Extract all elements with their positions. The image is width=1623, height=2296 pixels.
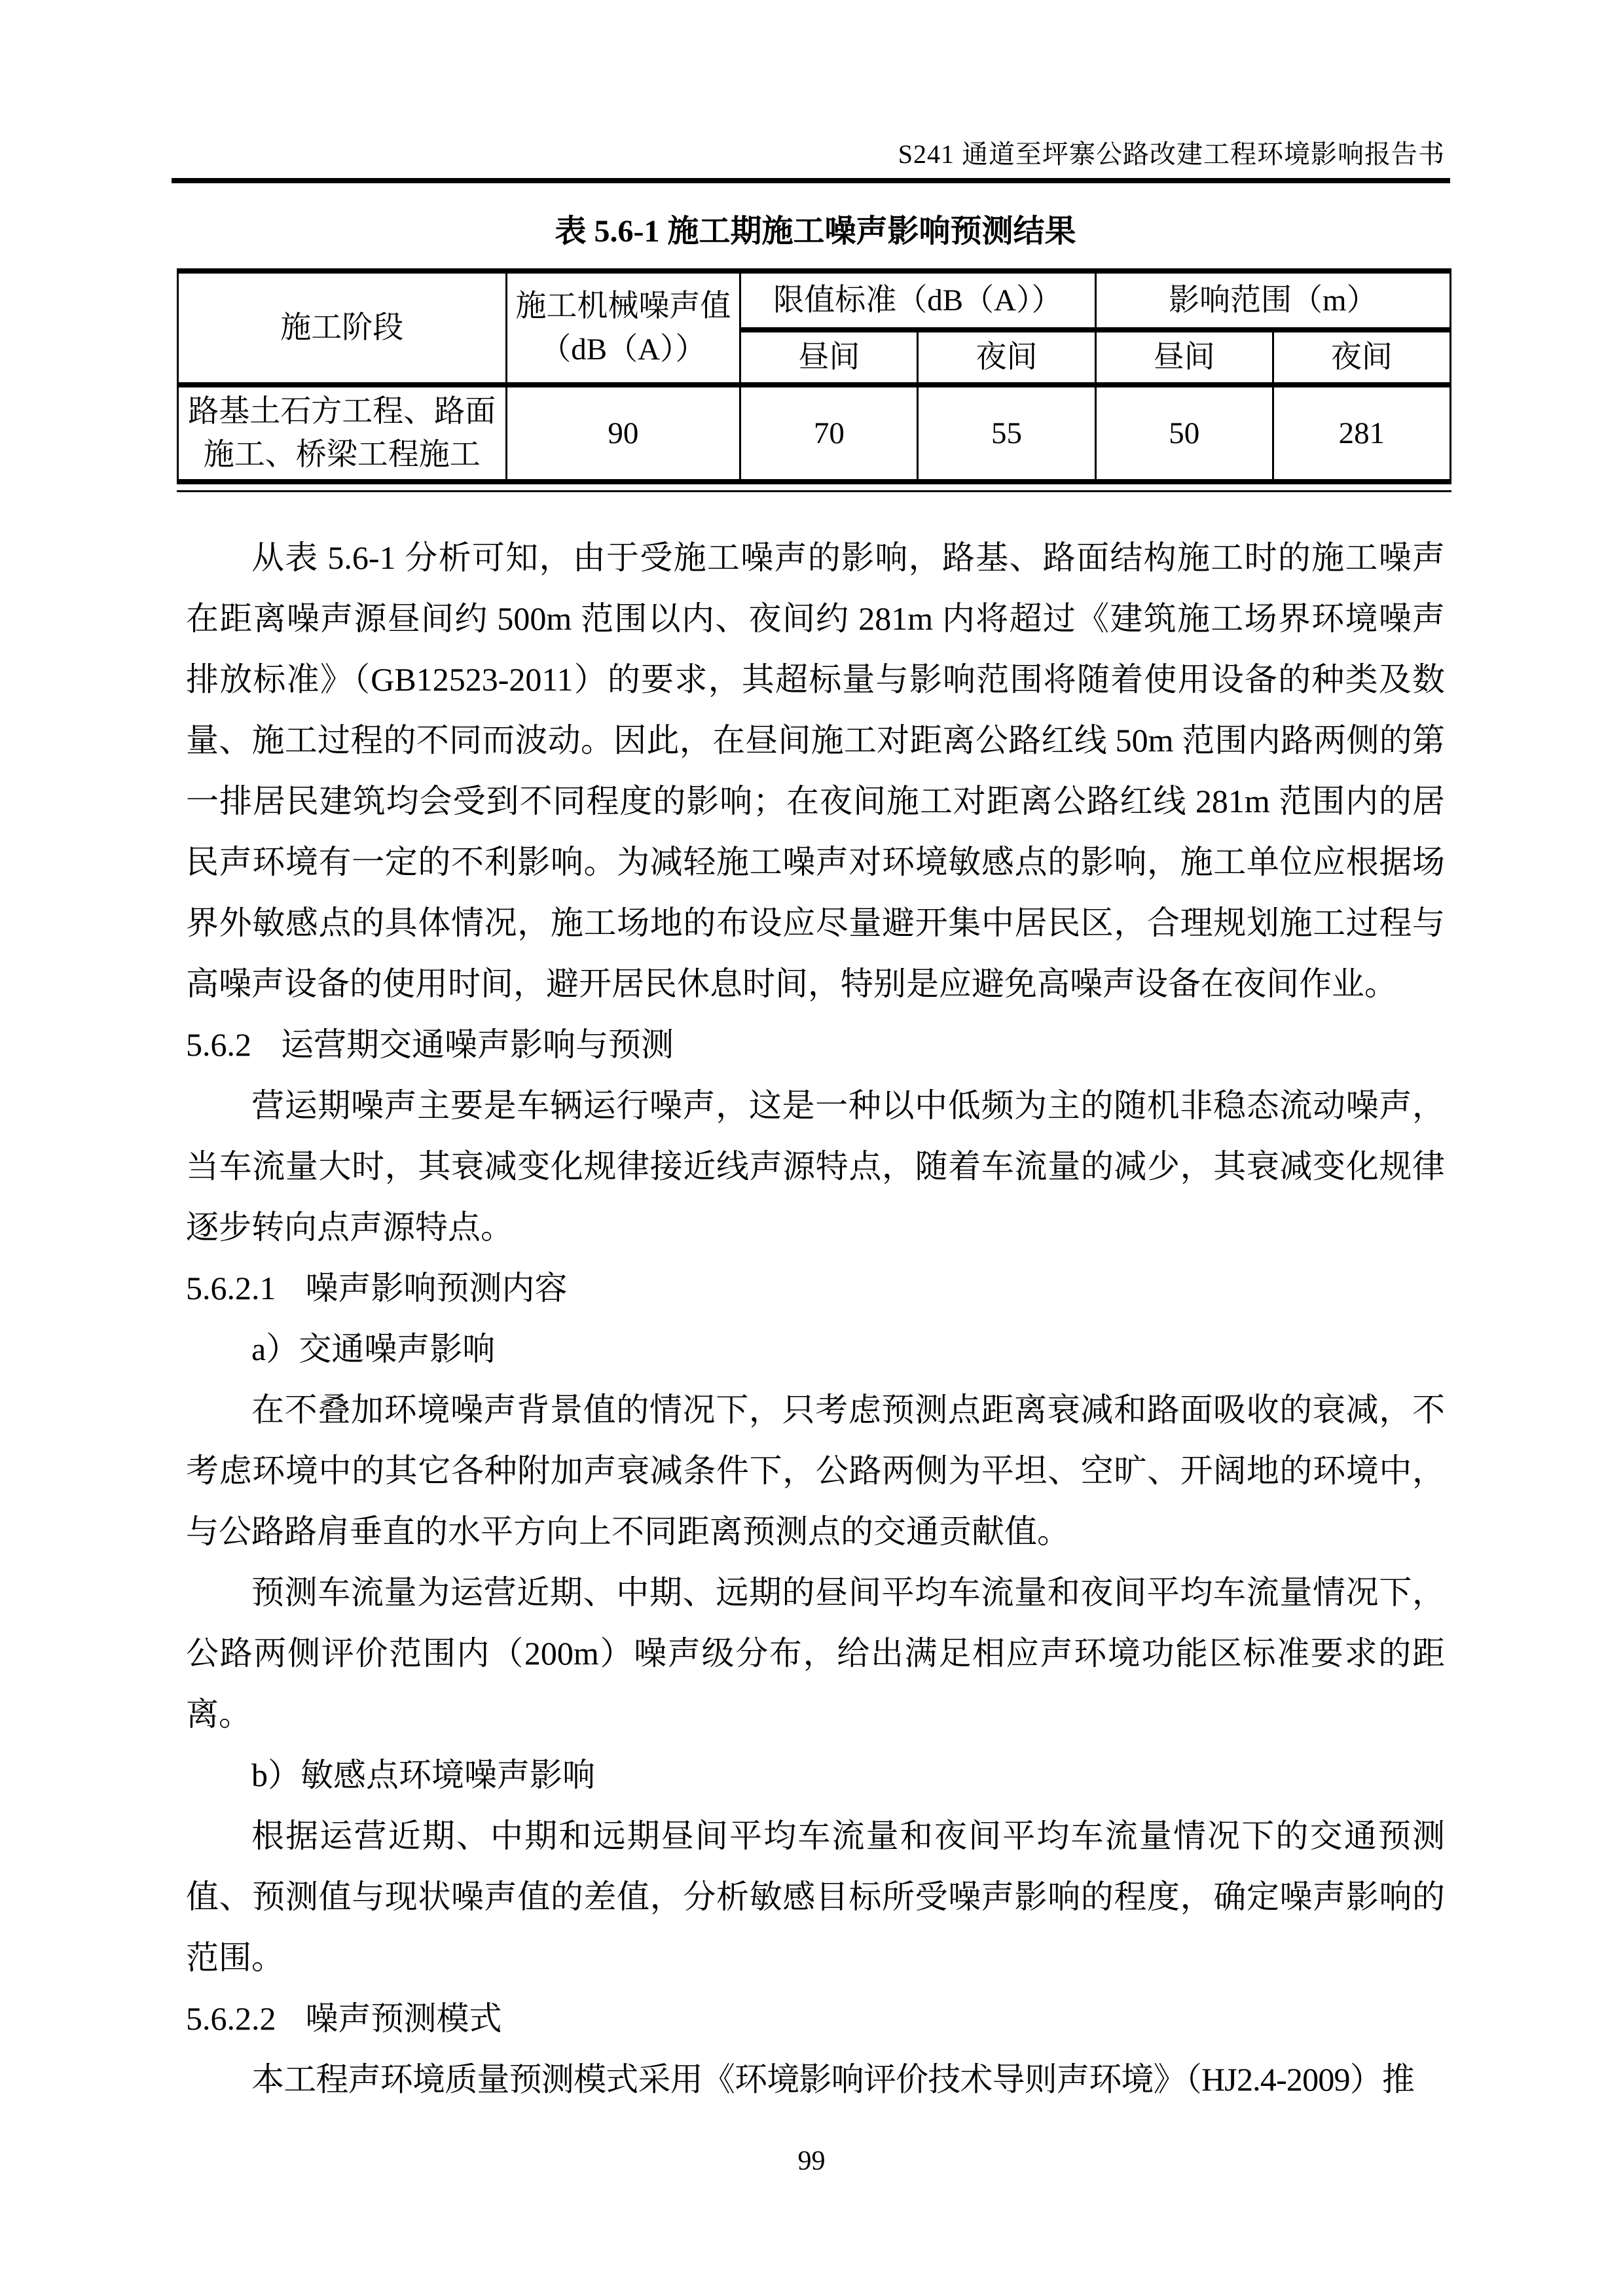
th-impact-day: 昼间 xyxy=(1095,330,1273,385)
cell-machine-noise: 90 xyxy=(506,385,740,482)
cell-impact-night: 281 xyxy=(1273,385,1450,482)
table-caption: 表 5.6-1 施工期施工噪声影响预测结果 xyxy=(555,214,1076,249)
th-machine-noise: 施工机械噪声值（dB（A）） xyxy=(506,271,740,385)
section-title: 噪声预测模式 xyxy=(305,2000,502,2037)
th-impact-night: 夜间 xyxy=(1273,330,1450,385)
header-rule xyxy=(172,178,1450,183)
paragraph-traffic-volume: 预测车流量为运营近期、中期、远期的昼间平均车流量和夜间平均车流量情况下，公路两侧评价范围内（200m）噪声级分布，给出满足相应声环境功能区标准要求的距离。 xyxy=(186,1574,1445,1732)
paragraph-traffic-contribution: 在不叠加环境噪声背景值的情况下，只考虑预测点距离衰减和路面吸收的衰减，不考虑环境中的其它各种附加声衰减条件下，公路两侧为平坦、空旷、开阔地的环境中，与公路路肩垂直的水平方向上不同距离预测点的交通贡献值。 xyxy=(186,1391,1445,1550)
th-limit-group: 限值标准（dB（A）） xyxy=(740,271,1095,330)
section-number: 5.6.2.2 xyxy=(186,2000,276,2037)
list-item-b: b）敏感点环境噪声影响 xyxy=(251,1757,595,1793)
th-limit-day: 昼间 xyxy=(740,330,918,385)
paragraph-operation-noise: 营运期噪声主要是车辆运行噪声，这是一种以中低频为主的随机非稳态流动噪声，当车流量大时，其衰减变化规律接近线声源特点，随着车流量的减少，其衰减变化规律逐步转向点声源特点。 xyxy=(186,1087,1445,1246)
page-header-title: S241 通道至坪寨公路改建工程环境影响报告书 xyxy=(898,139,1445,169)
section-heading-562 xyxy=(186,1014,1445,1075)
noise-table xyxy=(177,268,1451,484)
cell-stage: 路基土石方工程、路面施工、桥梁工程施工 xyxy=(178,385,507,482)
section-title: 运营期交通噪声影响与预测 xyxy=(281,1026,674,1063)
cell-limit-night: 55 xyxy=(918,385,1095,482)
list-item-a: a）交通噪声影响 xyxy=(251,1331,496,1367)
section-number: 5.6.2.1 xyxy=(186,1270,276,1306)
cell-limit-day: 70 xyxy=(740,385,918,482)
noise-table-wrap xyxy=(177,268,1451,492)
page-number: 99 xyxy=(797,2146,826,2176)
section-heading-5621 xyxy=(186,1258,1445,1319)
th-impact-group: 影响范围（m） xyxy=(1095,271,1450,330)
paragraph-construction-analysis: 从表 5.6-1 分析可知，由于受施工噪声的影响，路基、路面结构施工时的施工噪声在距离噪声源昼间约 500m 范围以内、夜间约 281m 内将超过《建筑施工场界环境噪声排放标准》（GB12523-2011）的要求，其超标量与影响范围将随着使用设备的种类及数量、施工过程的不同而波动。因此，在昼间施工对距离公路红线 50m 范围内路两侧的第一排居民建筑均会受到不同程度的影响；在夜间施工对距离公路红线 281m 范围内的居民声环境有一定的不利影响。为减轻施工噪声对环境敏感点的影响，施工单位应根据场界外敏感点的具体情况，施工场地的布设应尽量避开集中居民区，合理规划施工过程与高噪声设备的使用时间，避开居民休息时间，特别是应避免高噪声设备在夜间作业。 xyxy=(186,539,1445,1002)
paragraph-prediction-model: 本工程声环境质量预测模式采用《环境影响评价技术导则声环境》（HJ2.4-2009）推 xyxy=(251,2061,1415,2098)
paragraph-sensitive-targets: 根据运营近期、中期和远期昼间平均车流量和夜间平均车流量情况下的交通预测值、预测值与现状噪声值的差值，分析敏感目标所受噪声影响的程度，确定噪声影响的范围。 xyxy=(186,1818,1445,1976)
section-heading-5622 xyxy=(186,1988,1445,2049)
cell-impact-day: 50 xyxy=(1095,385,1273,482)
section-title: 噪声影响预测内容 xyxy=(305,1270,568,1306)
th-limit-night: 夜间 xyxy=(918,330,1095,385)
body-text xyxy=(186,528,1445,2110)
section-number: 5.6.2 xyxy=(186,1026,251,1063)
table-row xyxy=(178,385,1451,482)
th-stage: 施工阶段 xyxy=(178,271,507,385)
